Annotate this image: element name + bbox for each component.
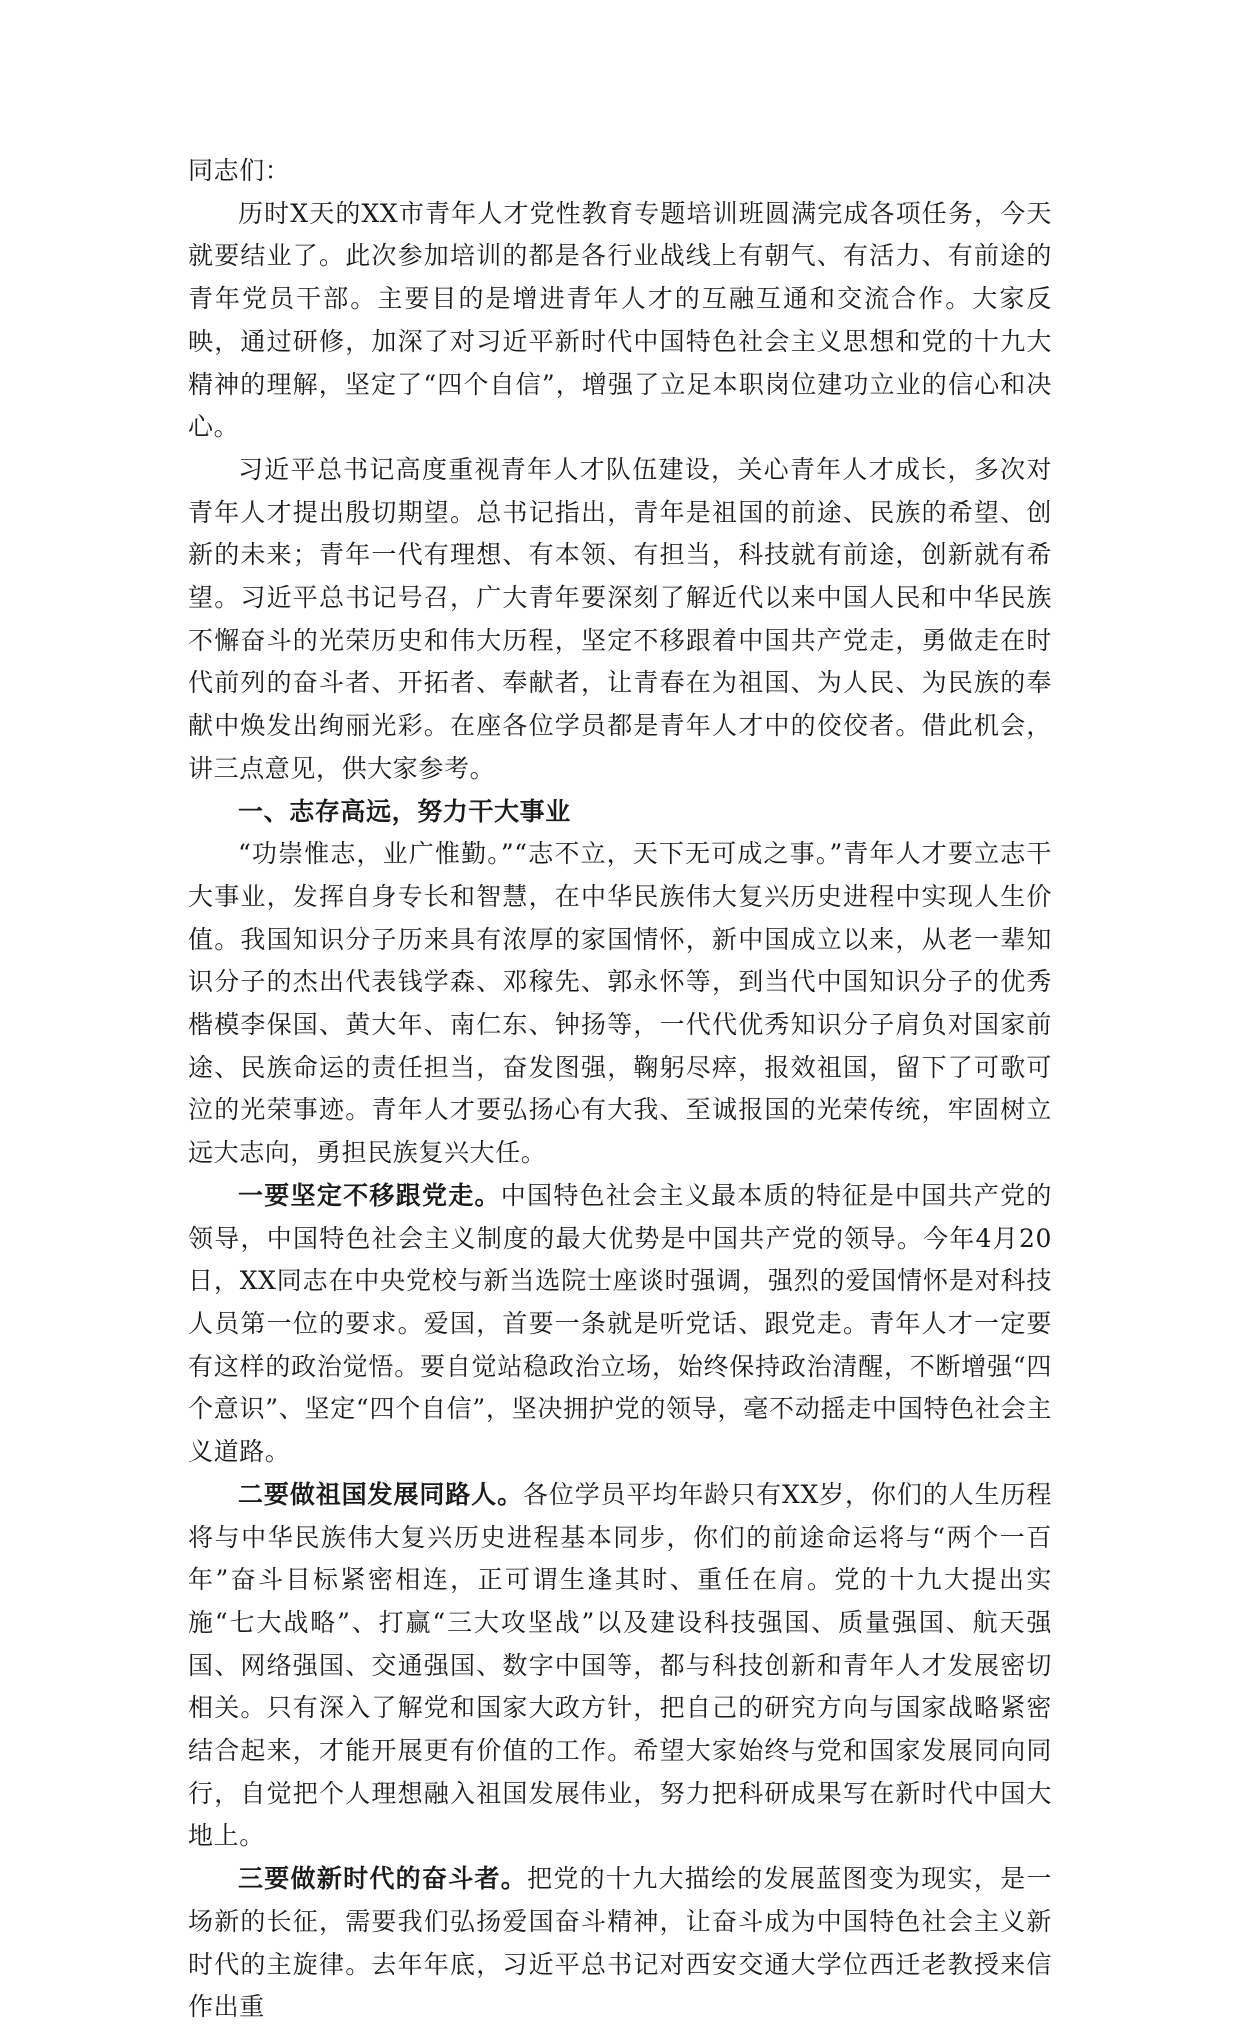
point-1-lead: 一要坚定不移跟党走。 (238, 1180, 501, 1210)
point-1-body: 中国特色社会主义最本质的特征是中国共产党的领导，中国特色社会主义制度的最大优势是中国共产党的领导。今年4月20日，XX同志在中央党校与新当选院士座谈时强调，强烈的爱国情怀是对科技人员第一位的要求。爱国，首要一条就是听党话、跟党走。青年人才一定要有这样的政治觉悟。要自觉站稳政治立场，始终保持政治清醒，不断增强“四个意识”、坚定“四个自信”，坚决拥护党的领导，毫不动摇走中国特色社会主义道路。 (188, 1180, 1052, 1467)
point-2-lead: 二要做祖国发展同路人。 (238, 1479, 523, 1509)
paragraph-ambition: “功崇惟志，业广惟勤。”“志不立，天下无可成之事。”青年人才要立志干大事业，发挥自身专长和智慧，在中华民族伟大复兴历史进程中实现人生价值。我国知识分子历来具有浓厚的家国情怀，新中国成立以来，从老一辈知识分子的杰出代表钱学森、邓稼先、郭永怀等，到当代中国知识分子的优秀楷模李保国、黄大年、南仁东、钟扬等，一代代优秀知识分子肩负对国家前途、民族命运的责任担当，奋发图强，鞠躬尽瘁，报效祖国，留下了可歌可泣的光荣事迹。青年人才要弘扬心有大我、至诚报国的光荣传统，牢固树立远大志向，勇担民族复兴大任。 (188, 839, 1052, 1168)
section-heading-1: 一、志存高远，努力干大事业 (238, 796, 571, 826)
paragraph-point-1 (188, 1175, 1052, 1474)
paragraph-point-3 (188, 1858, 1052, 2029)
paragraph-background: 习近平总书记高度重视青年人才队伍建设，关心青年人才成长，多次对青年人才提出殷切期望。总书记指出，青年是祖国的前途、民族的希望、创新的未来；青年一代有理想、有本领、有担当，科技就有前途，创新就有希望。习近平总书记号召，广大青年要深刻了解近代以来中国人民和中华民族不懈奋斗的光荣历史和伟大历程，坚定不移跟着中国共产党走，勇做走在时代前列的奋斗者、开拓者、奉献者，让青春在为祖国、为人民、为民族的奉献中焕发出绚丽光彩。在座各位学员都是青年人才中的佼佼者。借此机会，讲三点意见，供大家参考。 (188, 454, 1052, 783)
greeting: 同志们： (188, 156, 291, 185)
paragraph-point-2 (188, 1474, 1052, 1858)
paragraph-opening: 历时X天的XX市青年人才党性教育专题培训班圆满完成各项任务，今天就要结业了。此次参加培训的都是各行业战线上有朝气、有活力、有前途的青年党员干部。主要目的是增进青年人才的互融互通和交流合作。大家反映，通过研修，加深了对习近平新时代中国特色社会主义思想和党的十九大精神的理解，坚定了“四个自信”，增强了立足本职岗位建功立业的信心和决心。 (188, 198, 1052, 442)
point-3-body: 把党的十九大描绘的发展蓝图变为现实，是一场新的长征，需要我们弘扬爱国奋斗精神，让奋斗成为中国特色社会主义新时代的主旋律。去年年底，习近平总书记对西安交通大学位西迁老教授来信作出重 (188, 1864, 1052, 2022)
document-page (188, 150, 1052, 2029)
point-2-body: 各位学员平均年龄只有XX岁，你们的人生历程将与中华民族伟大复兴历史进程基本同步，你们的前途命运将与“两个一百年”奋斗目标紧密相连，正可谓生逢其时、重任在肩。党的十九大提出实施“七大战略”、打赢“三大攻坚战”以及建设科技强国、质量强国、航天强国、网络强国、交通强国、数字中国等，都与科技创新和青年人才发展密切相关。只有深入了解党和国家大政方针，把自己的研究方向与国家战略紧密结合起来，才能开展更有价值的工作。希望大家始终与党和国家发展同向同行，自觉把个人理想融入祖国发展伟业，努力把科研成果写在新时代中国大地上。 (188, 1479, 1053, 1851)
point-3-lead: 三要做新时代的奋斗者。 (238, 1864, 528, 1894)
